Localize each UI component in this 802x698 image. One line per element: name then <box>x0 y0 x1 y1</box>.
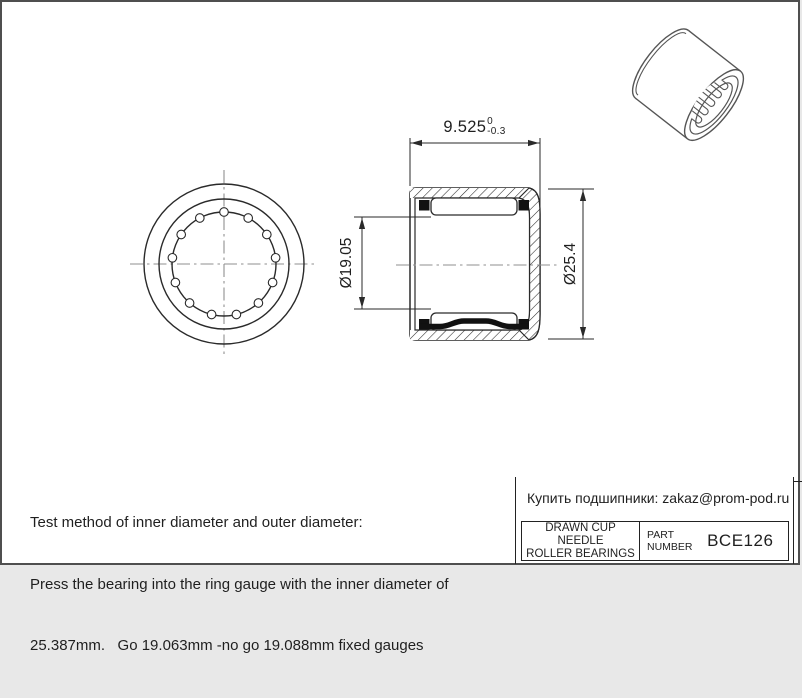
note-line-2: Press the bearing into the ring gauge with the inner diameter of <box>30 575 449 593</box>
outer-diameter-label: Ø25.4 <box>562 242 579 286</box>
part-number-cell <box>640 522 788 560</box>
bore-diameter-label: Ø19.05 <box>338 237 355 289</box>
title-block-tick <box>793 481 802 482</box>
width-dimension-label <box>410 118 539 137</box>
note-line-3: 25.387mm. Go 19.063mm -no go 19.088mm fixed gauges <box>30 637 424 654</box>
bearing-type-cell <box>522 522 640 560</box>
front-view-centerlines <box>130 170 318 358</box>
title-block <box>515 477 794 564</box>
top-left-seal <box>419 200 430 211</box>
bottom-wall-hatch <box>410 330 529 340</box>
width-dimension-tolerance: 0 -0.3 <box>487 116 506 137</box>
contact-email: Купить подшипники: zakaz@prom-pod.ru <box>527 490 790 506</box>
title-block-table <box>521 521 789 561</box>
part-number-value: BCE126 <box>707 531 774 550</box>
bore-boundary <box>415 198 530 330</box>
top-roller-cage <box>431 198 517 215</box>
width-dimension-value: 9.525 <box>443 118 487 136</box>
section-view <box>396 188 558 340</box>
isometric-view <box>623 21 753 149</box>
bearing-type-line-2: ROLLER BEARINGS <box>526 547 635 560</box>
note-line-1: Test method of inner diameter and outer diameter: <box>30 514 363 531</box>
top-wall-hatch <box>410 188 529 198</box>
test-method-notes <box>30 472 449 698</box>
bearing-type-line-1: DRAWN CUP NEEDLE <box>545 521 616 547</box>
top-right-seal <box>519 200 530 211</box>
part-number-label: PART NUMBER <box>647 529 693 553</box>
front-view <box>130 170 318 358</box>
